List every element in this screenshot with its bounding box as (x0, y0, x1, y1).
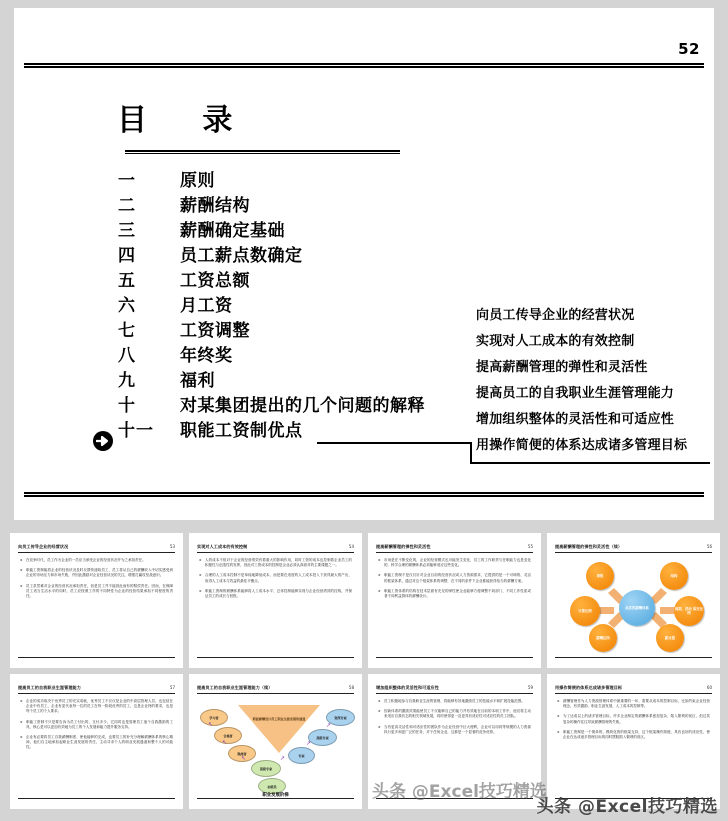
toc-label: 员工薪点数确定 (180, 246, 303, 266)
list-item[interactable] (118, 291, 478, 316)
toc-label: 工资调整 (180, 321, 250, 341)
callout-item: 提高薪酬管理的弹性和灵活性 (476, 360, 648, 375)
toc-label: 薪酬结构 (180, 196, 250, 216)
hub-node: 周期、浮动 固定比例 (674, 596, 704, 626)
thumbnail-body (20, 558, 173, 651)
thumbnail-title-rule (197, 693, 354, 694)
thumbnail-title-rule (197, 552, 354, 553)
list-item[interactable] (118, 166, 478, 191)
thumbnail-body (20, 699, 173, 792)
connector-baseline (470, 462, 710, 464)
thumbnail-number: 59 (527, 685, 533, 690)
ladder-node: 合格者 (214, 727, 242, 744)
thumbnail-paragraph: ➤ 薪酬管理作为人力资源管理体系中最重要的一环，需要从成本的控制目标，比如约束企业经营理念、有效激励、职业生涯发展、人工成本的控制等。 (557, 699, 710, 709)
thumbnail-number: 60 (706, 685, 712, 690)
ladder-node: 高级专家 (308, 729, 337, 746)
ladder-node: 初级员 (258, 778, 286, 794)
arrow-icon: ↖ (241, 755, 247, 762)
thumbnail-paragraph: ➤ 职能工资制是一个简单的、模块化的的框架支持，这个框架操作简便，具有良好的适应性，使企业在达成诸多管理目标的同时摆脱陷入繁琐的误区。 (557, 730, 710, 740)
thumbnail-title: 提高薪酬管理的弹性和灵活性（续） (555, 544, 623, 549)
thumbnail-number: 53 (169, 544, 175, 549)
ladder-node: 高级专家 (251, 760, 281, 777)
bottom-divider (24, 492, 704, 497)
hub-center-node: 灵活的薪酬体系 (619, 590, 655, 626)
thumbnail-number: 58 (348, 685, 354, 690)
thumbnail-paragraph: ➤ 职能工资制的薪酬体系能够将人工成本水平、总体控制能够实现与企业经营绩效的挂钩，并保证员工的成长与回报。 (199, 589, 352, 599)
thumbnail-title-rule (18, 693, 175, 694)
hub-spoke-diagram (556, 558, 711, 651)
ladder-node: 学习者 (200, 709, 228, 726)
thumbnail-paragraph: ➤ 员工虽然难对企业的经营状况承担责任，但是员工并不能因此而有的赔偿责任。因而，在保障员工适当生活水平的同时，员工应按照工作的不同特性为企业的经营结果承担不同程度的责任。 (20, 584, 173, 600)
callout-item: 提高员工的自我职业生涯管理能力 (476, 386, 675, 401)
list-item[interactable] (118, 316, 478, 341)
toc-number: 十 (118, 396, 136, 416)
callout-item: 增加组织整体的灵活性和可适应性 (476, 412, 675, 427)
hub-node: 等级 (586, 562, 614, 590)
list-item[interactable] (118, 266, 478, 291)
thumbnail-title-rule (555, 552, 712, 553)
thumbnail-slide[interactable] (10, 674, 183, 809)
thumbnail-paragraph: ➤ 员工积极地参与自我职业生涯的管理，将能够有效地激励员工的技能水平和扩展技能范围。 (378, 699, 531, 704)
callout-item: 用操作简便的体系达成诸多管理目标 (476, 438, 688, 453)
thumbnail-paragraph: ➤ 职能工资制不只是要告诉为员工付出的、支付多少、它同时也是管理员工他个自我激励的工具，核心是可以更加有效地为员工的个人发展和能力提升服务支持。 (20, 720, 173, 730)
thumbnail-slide[interactable] (368, 533, 541, 668)
title-divider (125, 150, 400, 154)
thumbnail-paragraph: ➤ 市场是在不断变化的，企业的经营模式也可能发生变化，员工的工作职责与任职能力也是变化的，科学合理的薪酬体系必须能够适应这些变化。 (378, 558, 531, 568)
thumbnail-title: 提高员工的自我职业生涯管理能力（续） (197, 685, 273, 690)
thumbnail-body (199, 558, 352, 651)
toc-number: 七 (118, 321, 136, 341)
page-number: 52 (678, 40, 700, 58)
list-item[interactable] (118, 241, 478, 266)
hub-node: 薪酬区间 (589, 624, 617, 652)
thumbnail-number: 56 (706, 544, 712, 549)
watermark-ghost: 头条 @Excel技巧精选 (372, 782, 547, 802)
thumbnail-body (557, 699, 710, 792)
connector-vertical (470, 442, 472, 464)
list-item[interactable] (118, 341, 478, 366)
toc-number: 九 (118, 371, 136, 391)
thumbnail-number: 57 (169, 685, 175, 690)
thumbnail-title-rule (376, 552, 533, 553)
thumbnail-bottom-rule (555, 657, 712, 658)
arrow-circle-right-icon (92, 430, 114, 452)
hub-node: 薪点值 (656, 624, 684, 652)
thumbnail-paragraph: ➤ 因新体系的激励效果能使员工不仅能够自己的能力并有效地在目前的本职工作中，他们将主动来适应自我状态的相关领域发展，同时使得更一及更具有适应性可适应性的员工团队。 (378, 709, 531, 719)
toc-number: 一 (118, 171, 136, 191)
page-title: 目 录 (117, 103, 239, 138)
toc-number: 六 (118, 296, 136, 316)
hub-node: 结构 (660, 562, 688, 590)
toc-number: 五 (118, 271, 136, 291)
thumbnail-title-rule (555, 693, 712, 694)
toc-label: 职能工资制优点 (180, 421, 303, 441)
thumbnail-number: 54 (348, 544, 354, 549)
thumbnail-title: 增加组织整体的灵活性和可适应性 (376, 685, 439, 690)
funnel-label: 职能薪酬设计员工职业生涯发展的通道 (252, 717, 306, 721)
thumbnail-title: 用操作简便的体系达成诸多管理目标 (555, 685, 623, 690)
thumbnail-paragraph: ➤ 合理的人工成本控制不是单纯地降低成本，而是要在适度的人工成本投入下获得最大的产出，取得人工成本与效益的最佳平衡点。 (199, 573, 352, 583)
thumbnail-title-rule (376, 693, 533, 694)
career-ladder-diagram (196, 697, 355, 799)
list-item[interactable] (118, 191, 478, 216)
table-of-contents (118, 166, 478, 441)
connector-horizontal (317, 442, 472, 444)
list-item[interactable] (118, 366, 478, 391)
thumbnail-grid (10, 533, 722, 809)
thumbnail-paragraph: ➤ 职能工资制能将企业的经营状况及时反馈传递给员工，员工将从自己的薪酬收入中切实感受到企业的市场压力和市场失败，并因此激励对企业经营状况的关注，增强打赢攻坚战意识。 (20, 568, 173, 578)
list-item[interactable] (118, 391, 478, 416)
diagram-caption: 职业发展阶梯 (262, 793, 289, 798)
toc-label: 月工资 (180, 296, 233, 316)
callout-list (476, 303, 716, 459)
thumbnail-bottom-rule (376, 657, 533, 658)
toc-number: 三 (118, 221, 136, 241)
toc-label: 福利 (180, 371, 215, 391)
thumbnail-slide[interactable] (10, 533, 183, 668)
thumbnail-paragraph: ➤ 职能工资体系的结构在技术层面有充足的弹性使企业能够方便调整不同部门、不同工作性质或者不同利益群体的薪酬设计。 (378, 589, 531, 599)
watermark: 头条 @Excel技巧精选 (536, 797, 718, 817)
thumbnail-number: 55 (527, 544, 533, 549)
thumbnail-bottom-rule (197, 798, 354, 799)
thumbnail-slide[interactable] (547, 533, 720, 668)
toc-label: 对某集团提出的几个问题的解释 (180, 396, 425, 416)
toc-label: 年终奖 (180, 346, 233, 366)
thumbnail-title: 向员工传导企业的经营状况 (18, 544, 69, 549)
arrow-icon: ↗ (306, 740, 312, 747)
arrow-icon: ↗ (326, 722, 332, 729)
list-item[interactable] (118, 216, 478, 241)
toc-number: 八 (118, 346, 136, 366)
thumbnail-bottom-rule (197, 657, 354, 658)
thumbnail-slide[interactable] (547, 674, 720, 809)
arrow-icon: ↖ (222, 739, 228, 746)
callout-item: 向员工传导企业的经营状况 (476, 308, 635, 323)
thumbnail-bottom-rule (18, 798, 175, 799)
toc-label: 薪酬确定基础 (180, 221, 285, 241)
thumbnail-paragraph: ➤ 企业的成功取决于优秀员工的充实成就，优秀员工不仅仅是企业的中高层管理人员，也包括在企业中有员工、企业有更代表每一位的员工在每一阶段优秀的员工，这是企业终的要求，也是每个员工的个人要求。 (20, 699, 173, 715)
thumbnail-bottom-rule (18, 657, 175, 658)
thumbnail-paragraph: ➤ 人的成本不但对于企业的经营绩效有着重大的影响作用，同时工资的成本也控制着企业员工的积极性与创造性的发挥，因此对工资成本的控制是企业必须认真面对的主要课题之一。 (199, 558, 352, 568)
thumbnail-body (378, 558, 531, 651)
thumbnail-paragraph: ➤ 在竞争时代，员工作为企业的一员应当承受企业的经营状况并为之承担责任。 (20, 558, 173, 563)
callout-item: 实现对人工成本的有效控制 (476, 334, 635, 349)
thumbnail-paragraph: ➤ 当有更高灵活性和可适应性的团队作为企业经营中巨大便利，企业可以用同等规模的人力资源执行更多和更广泛的任务，对于任何企业，这都是一个显著的竞争优势。 (378, 725, 531, 735)
toc-label: 工资总额 (180, 271, 250, 291)
thumbnail-slide[interactable] (189, 674, 362, 809)
ladder-node: 熟练者 (228, 745, 256, 762)
thumbnail-paragraph: ➤ 为了达成以上的诸多管理目标，许多企业制定的薪酬体系愈加复杂，陷入繁琐的误区，但过其复杂的操作往往导致薪酬管理的失败。 (557, 714, 710, 724)
thumbnail-slide[interactable] (189, 533, 362, 668)
thumbnail-title: 实现对人工成本的有效控制 (197, 544, 248, 549)
arrow-icon: ↖ (208, 721, 214, 728)
thumbnail-title: 提高员工的自我职业生涯管理能力 (18, 685, 81, 690)
toc-number: 十一 (118, 421, 154, 441)
thumbnail-title: 提高薪酬管理的弹性和灵活性 (376, 544, 431, 549)
ladder-node: 专家 (288, 747, 315, 764)
top-divider (24, 63, 704, 68)
thumbnail-title-rule (18, 552, 175, 553)
thumbnail-paragraph: ➤ 企业有必要将员工自我薪酬制度、使他能够的完成，也要员工的补充分理解薪酬体系的核心精神，他们自主地承担起职业生涯发展的责任，主动寻求个人的职业发展通道和整个人的可能性。 (20, 735, 173, 751)
toc-number: 四 (118, 246, 136, 266)
thumbnail-paragraph: ➤ 职能工资制不是仅仅针对企业目前的经营状况或人力资源需求，它提供的是一个可调的、灵活的框架体系，通过对这个框架体系的调整，在不同的条件下企业都能获得恰当的薪酬方案。 (378, 573, 531, 583)
arrow-icon: ↗ (280, 755, 286, 762)
ladder-node: 资深专家 (326, 709, 355, 726)
toc-label: 原则 (180, 171, 215, 191)
list-item-selected[interactable] (118, 416, 478, 441)
toc-number: 二 (118, 196, 136, 216)
main-slide (14, 8, 714, 520)
hub-node: 计算比例 (570, 596, 600, 626)
